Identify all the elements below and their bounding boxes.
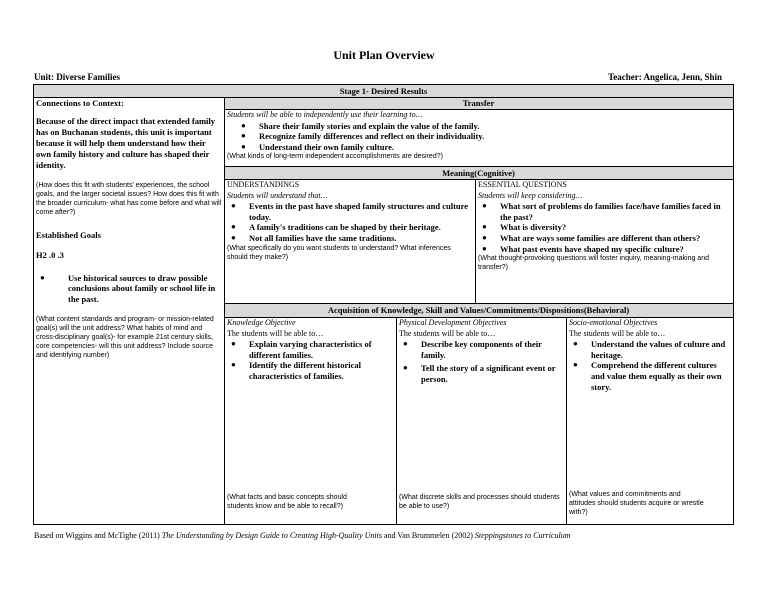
transfer-item: ● Share their family stories and explain the value of the family. [237, 121, 731, 132]
transfer-item: ● Recognize family differences and reflect on their individuality. [237, 131, 731, 142]
goals-prompt: (What content standards and program- or mission-related goal(s) will the unit address? What habits of mind and cross-disciplinary goal(s)- for example 21st century skills, core competencies- will this unit address? Include source and identifying number) [36, 315, 214, 359]
socio-item: ● Understand the values of culture and heritage. [569, 339, 731, 360]
understanding-item: ● Events in the past have shaped family structures and culture today. [227, 201, 473, 222]
footer-text-1: Based on Wiggins and McTighe (2011) [34, 531, 162, 540]
left-column [36, 98, 222, 360]
unit-plan-table [33, 84, 734, 525]
connections-heading: Connections to Context: [36, 98, 124, 108]
acquisition-header: Acquisition of Knowledge, Skill and Values/Commitments/Dispositions(Behavioral) [224, 304, 733, 317]
transfer-prompt: (What kinds of long-term independent accomplishments are desired?) [227, 153, 443, 161]
knowledge-item: ● Explain varying characteristics of different families. [227, 339, 394, 360]
understandings-cell [227, 180, 473, 262]
socio-prompt: (What values and commitments and attitudes should students acquire or wrestle with?) [569, 491, 704, 516]
understandings-header: UNDERSTANDINGS [227, 180, 300, 189]
socio-item: ● Comprehend the different cultures and value them equally as their own story. [569, 360, 731, 392]
unit-name: Unit: Diverse Families [34, 72, 120, 82]
knowledge-prompt: (What facts and basic concepts should students know and be able to recall?) [227, 494, 347, 510]
transfer-header: Transfer [224, 97, 733, 109]
transfer-cell [227, 110, 731, 161]
understanding-item: ● Not all families have the same traditions. [227, 233, 473, 244]
physical-intro: The students will be able to… [399, 328, 496, 338]
understandings-intro: Students will understand that… [227, 190, 328, 200]
meaning-header: Meaning(Cognitive) [224, 167, 733, 179]
stage1-header: Stage 1- Desired Results [34, 85, 733, 97]
understandings-prompt: (What specifically do you want students to understand? What inferences should they make?) [227, 244, 451, 261]
knowledge-intro: The students will be able to… [227, 328, 324, 338]
goal-code: H2 .0 .3 [36, 250, 64, 261]
knowledge-header: Knowledge Objective [227, 318, 296, 327]
goal-bullet: ● Use historical sources to draw possible conclusions about family or school life in the past. [36, 273, 222, 305]
transfer-item: ● Understand their own family culture. [237, 142, 731, 153]
questions-prompt: (What thought-provoking questions will foster inquiry, meaning-making and transfer?) [478, 255, 709, 272]
physical-cell [399, 318, 564, 385]
socio-intro: The students will be able to… [569, 328, 666, 338]
physical-header: Physical Development Objectives [399, 318, 507, 327]
footer-book-1: The Understanding by Design Guide to Creating High-Quality Units [161, 531, 382, 540]
teacher-names: Teacher: Angelica, Jenn, Shin [608, 72, 722, 82]
transfer-intro: Students will be able to independently use their learning to… [227, 110, 423, 119]
question-item: ● What is diversity? [478, 222, 731, 233]
goals-heading: Established Goals [36, 229, 101, 240]
socio-header: Socio-emotional Objectives [569, 318, 658, 327]
connections-text: Because of the direct impact that extended family has on Buchanan students, this unit is important because it will help them understand how their own family history and culture has shaped their identity. [36, 115, 216, 170]
questions-intro: Students will keep considering… [478, 190, 583, 200]
page-title: Unit Plan Overview [333, 48, 435, 62]
questions-header: ESSENTIAL QUESTIONS [478, 180, 567, 189]
physical-item: ● Describe key components of their family. [399, 339, 564, 360]
understanding-item: ● A family's traditions can be shaped by their heritage. [227, 222, 473, 233]
footer-book-2: Steppingstones to Curriculum [474, 531, 571, 540]
physical-item: ● Tell the story of a significant event or person. [399, 363, 564, 384]
citation-footer [34, 531, 570, 540]
questions-cell [478, 180, 731, 272]
question-item: ● What sort of problems do families face/have families faced in the past? [478, 201, 731, 222]
knowledge-item: ● Identify the different historical characteristics of families. [227, 360, 394, 381]
connections-prompt: (How does this fit with students' experiences, the school goals, and the larger societal issues? How does this fit with the broader curriculum- what has come before and what will come after?) [36, 181, 222, 216]
question-item: ● What are ways some families are different than others? [478, 233, 731, 244]
footer-text-2: and Van Brummelen (2002) [381, 531, 475, 540]
physical-prompt: (What discrete skills and processes should students be able to use?) [399, 494, 560, 510]
socio-cell [569, 318, 731, 392]
question-item: ● What past events have shaped my specific culture? [478, 244, 731, 255]
knowledge-cell [227, 318, 394, 382]
